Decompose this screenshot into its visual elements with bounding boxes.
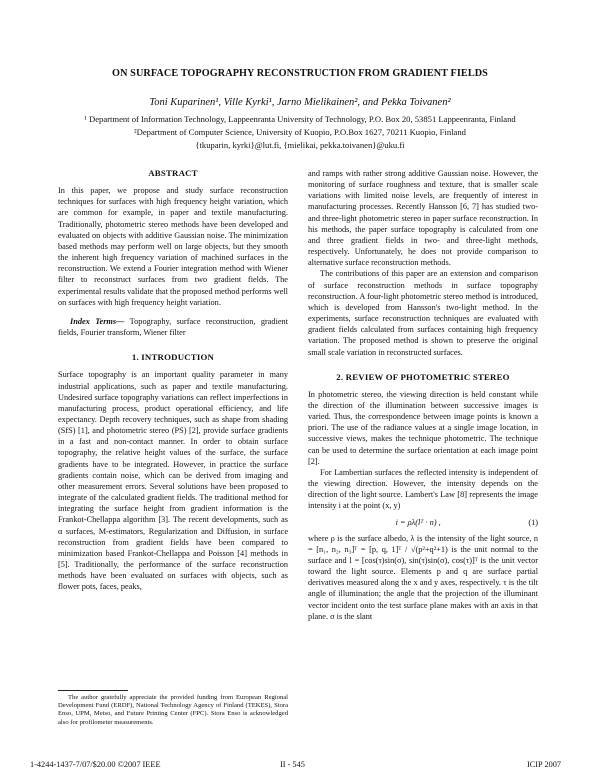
footnote-divider — [58, 690, 128, 691]
author-emails: {tkuparin, kyrki}@lut.fi, {mielikai, pekka.toivanen}@uku.fi — [195, 140, 405, 150]
index-terms — [58, 316, 288, 338]
equation-body: i = ρλ(lᵀ · n) , — [395, 517, 441, 527]
equation-number: (1) — [528, 517, 538, 527]
author-list: Toni Kuparinen¹, Ville Kyrki¹, Jarno Mielikainen², and Pekka Toivanen² — [149, 97, 451, 108]
footer-page-number: II - 545 — [280, 760, 305, 769]
paper-title: ON SURFACE TOPOGRAPHY RECONSTRUCTION FROM GRADIENT FIELDS — [112, 68, 488, 79]
affiliation-2: ²Department of Computer Science, University of Kuopio, P.O.Box 1627, 70211 Kuopio, Finland — [134, 127, 466, 137]
left-column — [58, 168, 288, 592]
photometric-stereo-heading: 2. REVIEW OF PHOTOMETRIC STEREO — [336, 371, 510, 382]
right-column — [308, 168, 538, 622]
abstract-text: In this paper, we propose and study surface reconstruction techniques for surfaces with high frequency height variation, which are common for example, in paper and textile manufacturing. Traditionally, photometric stereo methods have been developed and evaluated on objects with additive Gaussian noise. The minimization based methods may perform well on large objects, but they smooth the inherent high frequency variation of machined surfaces in the reconstruction. We extend a Fourier integration method with Wiener filter to reconstruct surfaces from two gradient fields. The experimental results validate that the proposed method performs well on surfaces with high frequency height variation. — [58, 186, 288, 307]
intro-continued-text: and ramps with rather strong additive Gaussian noise. However, the monitoring of surface roughness and texture, that is smaller scale variations with limited noise levels, are frequently of interest in manufacturing processes. Recently Hansson [6, 7] has studied two- and three-light photometric stereo in paper surface reconstruction. In his methods, the paper surface topography is calculated from one and three gradient fields in two- and three-light methods, respectively. Unfortunately, he does not provide comparison to alternative surface reconstruction methods. — [308, 169, 538, 268]
equation-1 — [308, 517, 538, 528]
introduction-heading: 1. INTRODUCTION — [131, 352, 215, 363]
index-terms-text: Topography, surface reconstruction, gradient fields, Fourier transform, Wiener filter — [58, 316, 289, 338]
affiliation-1: ¹ Department of Information Technology, Lappeenranta University of Technology, P.O. Box 20, 53851 Lappeenranta, Finland — [84, 114, 516, 124]
funding-footnote: The author gratefully appreciate the provided funding from European Regional Development Fund (ERDF), National Technology Agency of Finland (TEKES), Stora Enso, UPM, Metso, and Future Printing Center (FPC). Stora Enso is acknowledged also for profilometer measurements. — [58, 694, 288, 726]
introduction-text: Surface topography is an important quality parameter in many industrial applications, such as paper and textile manufacturing. Undesired surface topography variations can reflect imperfections in manufacturing process, product operational efficiency, and life expectancy. Depth recovery techniques, such as shape from shading (SfS) [1], and photometric stereo (PS) [2], provide surface gradients in a fast and non-contact manner. In order to obtain surface topography, the relative height values of the surface, the surface gradients have to be integrated. However, in practice the surface gradients contain noise, which can be derived from imaging and other measurement errors. Several solutions have been proposed to integrate of the calculated gradient fields. The traditional method for integrating the surface height from gradient information is the Frankot-Chellappa algorithm [3]. The recent developments, such as α surfaces, M-estimators, Regularization and Diffusion, in surface reconstruction from gradient fields have been compared to minimization based Frankot-Chellappa and Poisson [4] methods in [5]. Traditionally, the performance of the surface reconstruction methods have been evaluated on surfaces with objects, such as flower pots, faces, peaks, — [58, 370, 288, 592]
footer-copyright: 1-4244-1437-7/07/$20.00 ©2007 IEEE — [30, 760, 161, 769]
photometric-stereo-text: In photometric stereo, the viewing direction is held constant while the direction of the illumination between successive images is varied. Thus, the correspondence between image points is known a priori. The use of the radiance values at a single image location, in successive views, makes the technique photometric. The technique can be used to determine the surface orientation at each image point [2]. — [308, 389, 538, 466]
equation-explanation-text: where ρ is the surface albedo, λ is the intensity of the light source, n = [n₁, n₂, n₃]ᵀ = [p, q, 1]ᵀ / √(p²+q²+1) is the unit normal to the surface and l = [cos(τ)sin(σ), sin(τ)sin(σ), cos(τ)]ᵀ is the unit vector toward the light source. Elements p and q are surface partial derivatives measured along the x and y axes, respectively. τ is the tilt angle of illumination; the angle that the projection of the illuminant vector incident onto the test surface plane makes with an axis in that plane. σ is the slant — [308, 533, 538, 621]
contributions-text: The contributions of this paper are an extension and comparison of surface reconstruction methods in surface topography reconstruction. A four-light photometric stereo method is introduced, which is developed from Hansson's two-light method. In the experiments, surface reconstruction techniques are evaluated with gradient fields calculated from surfaces containing high frequency variation. The proposed method is shown to preserve the original small scale variation in reconstructed surfaces. — [308, 269, 538, 357]
index-terms-label: Index Terms— — [70, 316, 125, 326]
footer-conference: ICIP 2007 — [527, 760, 562, 769]
lambertian-text: For Lambertian surfaces the reflected intensity is independent of the viewing direction. However, the intensity depends on the direction of the light source. Lambert's Law [8] represents the image intensity i at the point (x, y) — [308, 467, 538, 511]
abstract-heading: ABSTRACT — [148, 168, 198, 178]
